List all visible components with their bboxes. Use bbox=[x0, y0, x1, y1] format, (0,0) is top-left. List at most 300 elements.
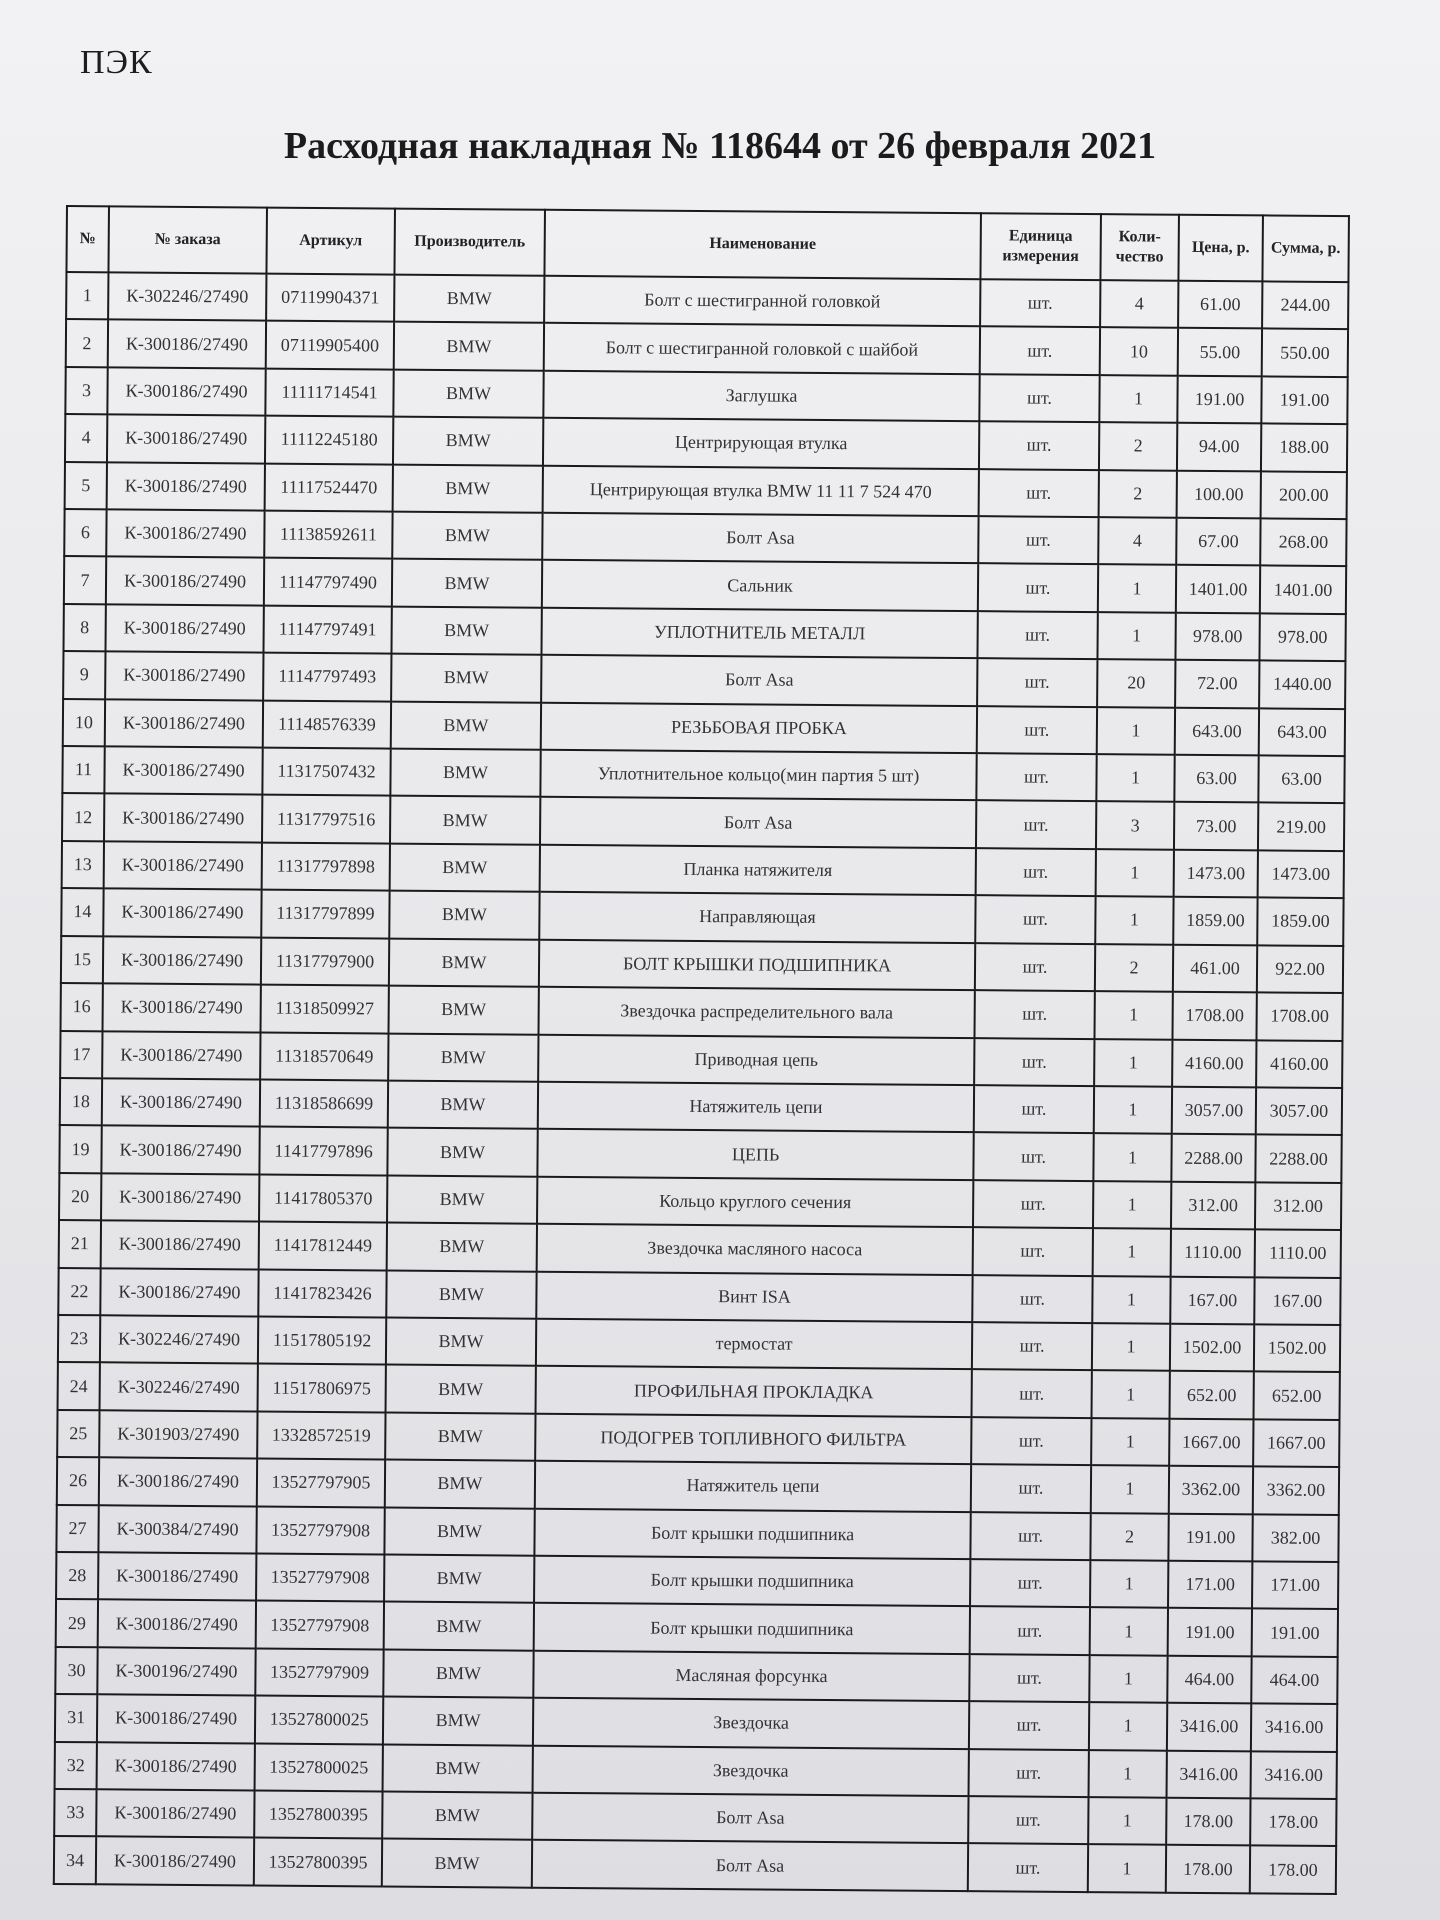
cell-order-no: К-300186/27490 bbox=[98, 1552, 256, 1601]
cell-num: 9 bbox=[63, 651, 105, 699]
cell-sum: 652.00 bbox=[1254, 1372, 1340, 1420]
cell-price: 191.00 bbox=[1168, 1513, 1252, 1561]
company-name: ПЭК bbox=[80, 44, 153, 81]
cell-article: 13527797908 bbox=[256, 1601, 384, 1649]
cell-num: 23 bbox=[58, 1315, 100, 1363]
cell-unit: шт. bbox=[976, 801, 1096, 849]
cell-num: 26 bbox=[57, 1457, 99, 1505]
cell-unit: шт. bbox=[972, 1369, 1092, 1417]
cell-item-name: Звездочка bbox=[533, 1698, 969, 1749]
cell-unit: шт. bbox=[970, 1607, 1090, 1655]
cell-price: 1401.00 bbox=[1176, 565, 1260, 613]
col-header-unit: Единица измерения bbox=[980, 213, 1101, 280]
cell-item-name: Натяжитель цепи bbox=[538, 1082, 974, 1133]
cell-article: 13328572519 bbox=[257, 1411, 385, 1459]
cell-unit: шт. bbox=[969, 1654, 1089, 1702]
col-header-manufacturer: Производитель bbox=[394, 209, 545, 276]
cell-sum: 188.00 bbox=[1261, 424, 1347, 472]
cell-order-no: К-300186/27490 bbox=[100, 1268, 258, 1317]
cell-quantity: 1 bbox=[1094, 991, 1172, 1039]
cell-unit: шт. bbox=[978, 564, 1098, 612]
cell-article: 11317797516 bbox=[262, 795, 390, 843]
cell-article: 11112245180 bbox=[265, 416, 393, 464]
cell-num: 30 bbox=[55, 1647, 97, 1695]
cell-price: 178.00 bbox=[1166, 1798, 1250, 1846]
cell-num: 15 bbox=[61, 936, 103, 984]
cell-sum: 63.00 bbox=[1258, 755, 1344, 803]
cell-price: 191.00 bbox=[1177, 376, 1261, 424]
cell-unit: шт. bbox=[969, 1749, 1089, 1797]
cell-sum: 643.00 bbox=[1259, 708, 1345, 756]
cell-item-name: Болт с шестигранной головкой bbox=[544, 276, 980, 327]
cell-num: 27 bbox=[56, 1505, 98, 1553]
cell-price: 94.00 bbox=[1177, 423, 1261, 471]
cell-manufacturer: BMW bbox=[389, 938, 539, 987]
cell-item-name: Звездочка распределительного вала bbox=[539, 987, 975, 1038]
cell-unit: шт. bbox=[977, 706, 1097, 754]
cell-order-no: К-300186/27490 bbox=[104, 841, 262, 890]
cell-unit: шт. bbox=[972, 1275, 1092, 1323]
cell-unit: шт. bbox=[977, 658, 1097, 706]
cell-unit: шт. bbox=[971, 1464, 1091, 1512]
cell-order-no: К-300186/27490 bbox=[103, 983, 261, 1032]
cell-unit: шт. bbox=[970, 1559, 1090, 1607]
cell-order-no: К-300186/27490 bbox=[102, 1031, 260, 1080]
cell-quantity: 1 bbox=[1089, 1750, 1167, 1798]
cell-quantity: 1 bbox=[1094, 1086, 1172, 1134]
cell-article: 13527800395 bbox=[254, 1838, 382, 1887]
cell-order-no: К-300186/27490 bbox=[106, 557, 264, 606]
cell-num: 7 bbox=[64, 556, 106, 604]
cell-unit: шт. bbox=[978, 516, 1098, 564]
cell-manufacturer: BMW bbox=[390, 796, 540, 845]
cell-unit: шт. bbox=[980, 327, 1100, 375]
cell-order-no: К-302246/27490 bbox=[108, 272, 266, 321]
cell-quantity: 1 bbox=[1093, 1228, 1171, 1276]
cell-item-name: Болт Asa bbox=[540, 797, 976, 848]
cell-num: 5 bbox=[65, 462, 107, 510]
cell-item-name: Приводная цепь bbox=[538, 1034, 974, 1085]
cell-num: 20 bbox=[59, 1173, 101, 1221]
cell-article: 11317797900 bbox=[261, 937, 389, 985]
cell-manufacturer: BMW bbox=[389, 986, 539, 1035]
cell-item-name: РЕЗЬБОВАЯ ПРОБКА bbox=[541, 702, 977, 753]
cell-manufacturer: BMW bbox=[390, 749, 540, 798]
cell-order-no: К-300186/27490 bbox=[97, 1742, 255, 1791]
cell-quantity: 1 bbox=[1099, 375, 1177, 423]
cell-manufacturer: BMW bbox=[392, 512, 542, 561]
cell-sum: 200.00 bbox=[1261, 471, 1347, 519]
cell-unit: шт. bbox=[970, 1512, 1090, 1560]
cell-item-name: Болт Asa bbox=[541, 655, 977, 706]
cell-sum: 312.00 bbox=[1255, 1182, 1341, 1230]
cell-sum: 3416.00 bbox=[1251, 1751, 1337, 1799]
cell-manufacturer: BMW bbox=[391, 654, 541, 703]
cell-item-name: термостат bbox=[536, 1319, 972, 1370]
cell-item-name: Звездочка bbox=[533, 1745, 969, 1796]
cell-manufacturer: BMW bbox=[386, 1365, 536, 1414]
cell-manufacturer: BMW bbox=[385, 1412, 535, 1461]
cell-manufacturer: BMW bbox=[387, 1128, 537, 1177]
cell-quantity: 1 bbox=[1090, 1607, 1168, 1655]
cell-order-no: К-300186/27490 bbox=[98, 1600, 256, 1649]
cell-order-no: К-300186/27490 bbox=[99, 1457, 257, 1506]
cell-item-name: УПЛОТНИТЕЛЬ МЕТАЛЛ bbox=[541, 608, 977, 659]
cell-quantity: 1 bbox=[1092, 1323, 1170, 1371]
cell-article: 11417823426 bbox=[258, 1269, 386, 1317]
cell-item-name: Планка натяжителя bbox=[540, 845, 976, 896]
cell-article: 11417797896 bbox=[259, 1127, 387, 1175]
cell-quantity: 1 bbox=[1089, 1702, 1167, 1750]
cell-item-name: Натяжитель цепи bbox=[535, 1461, 971, 1512]
cell-sum: 1440.00 bbox=[1259, 661, 1345, 709]
cell-article: 11417812449 bbox=[259, 1222, 387, 1270]
cell-item-name: Направляющая bbox=[539, 892, 975, 943]
cell-num: 19 bbox=[59, 1125, 101, 1173]
cell-manufacturer: BMW bbox=[393, 417, 543, 466]
cell-price: 978.00 bbox=[1175, 613, 1259, 661]
col-header-price: Цена, р. bbox=[1178, 215, 1263, 282]
cell-article: 11147797493 bbox=[263, 653, 391, 701]
cell-item-name: ПОДОГРЕВ ТОПЛИВНОГО ФИЛЬТРА bbox=[535, 1413, 971, 1464]
cell-item-name: Болт с шестигранной головкой с шайбой bbox=[544, 323, 980, 374]
cell-quantity: 1 bbox=[1091, 1418, 1169, 1466]
cell-price: 191.00 bbox=[1168, 1608, 1252, 1656]
cell-num: 12 bbox=[62, 793, 104, 841]
cell-price: 3416.00 bbox=[1167, 1703, 1251, 1751]
cell-article: 11318509927 bbox=[261, 985, 389, 1033]
cell-quantity: 20 bbox=[1097, 659, 1175, 707]
cell-item-name: Заглушка bbox=[543, 371, 979, 422]
cell-item-name: Болт Asa bbox=[532, 1840, 968, 1891]
cell-price: 1708.00 bbox=[1172, 992, 1256, 1040]
cell-article: 13527797905 bbox=[257, 1459, 385, 1507]
cell-unit: шт. bbox=[979, 469, 1099, 517]
cell-order-no: К-300186/27490 bbox=[105, 699, 263, 748]
cell-quantity: 2 bbox=[1090, 1513, 1168, 1561]
cell-num: 22 bbox=[58, 1268, 100, 1316]
cell-quantity: 1 bbox=[1096, 849, 1174, 897]
cell-price: 1502.00 bbox=[1170, 1324, 1254, 1372]
cell-sum: 550.00 bbox=[1262, 329, 1348, 377]
cell-price: 3416.00 bbox=[1167, 1750, 1251, 1798]
cell-quantity: 1 bbox=[1090, 1560, 1168, 1608]
cell-item-name: Звездочка масляного насоса bbox=[537, 1224, 973, 1275]
cell-manufacturer: BMW bbox=[389, 891, 539, 940]
cell-num: 13 bbox=[62, 841, 104, 889]
cell-price: 63.00 bbox=[1174, 755, 1258, 803]
cell-item-name: БОЛТ КРЫШКИ ПОДШИПНИКА bbox=[539, 939, 975, 990]
cell-unit: шт. bbox=[973, 1180, 1093, 1228]
cell-quantity: 1 bbox=[1097, 707, 1175, 755]
cell-item-name: Болт крышки подшипника bbox=[534, 1603, 970, 1654]
cell-manufacturer: BMW bbox=[382, 1792, 532, 1841]
cell-num: 25 bbox=[57, 1410, 99, 1458]
cell-order-no: К-300186/27490 bbox=[96, 1789, 254, 1838]
cell-quantity: 1 bbox=[1088, 1797, 1166, 1845]
cell-price: 178.00 bbox=[1166, 1845, 1250, 1893]
cell-item-name: Центрирующая втулка BMW 11 11 7 524 470 bbox=[543, 465, 979, 516]
cell-quantity: 1 bbox=[1092, 1276, 1170, 1324]
cell-order-no: К-300186/27490 bbox=[101, 1126, 259, 1175]
cell-article: 11147797490 bbox=[264, 558, 392, 606]
cell-price: 652.00 bbox=[1170, 1371, 1254, 1419]
cell-article: 07119905400 bbox=[266, 321, 394, 369]
cell-sum: 171.00 bbox=[1252, 1561, 1338, 1609]
cell-order-no: К-300186/27490 bbox=[108, 320, 266, 369]
cell-num: 17 bbox=[60, 1030, 102, 1078]
cell-article: 13527797908 bbox=[256, 1554, 384, 1602]
cell-manufacturer: BMW bbox=[394, 322, 544, 371]
cell-quantity: 4 bbox=[1098, 517, 1176, 565]
cell-num: 2 bbox=[66, 319, 108, 367]
cell-order-no: К-300384/27490 bbox=[98, 1505, 256, 1554]
cell-sum: 1473.00 bbox=[1258, 850, 1344, 898]
cell-num: 31 bbox=[55, 1694, 97, 1742]
cell-price: 2288.00 bbox=[1171, 1134, 1255, 1182]
cell-article: 13527797909 bbox=[255, 1648, 383, 1696]
cell-item-name: Центрирующая втулка bbox=[543, 418, 979, 469]
cell-quantity: 2 bbox=[1099, 422, 1177, 470]
col-header-sum: Сумма, р. bbox=[1262, 215, 1349, 282]
col-header-quantity: Коли-чество bbox=[1100, 214, 1179, 281]
cell-order-no: К-300186/27490 bbox=[101, 1173, 259, 1222]
cell-sum: 191.00 bbox=[1261, 376, 1347, 424]
cell-sum: 244.00 bbox=[1262, 281, 1348, 329]
cell-item-name: ПРОФИЛЬНАЯ ПРОКЛАДКА bbox=[536, 1366, 972, 1417]
cell-manufacturer: BMW bbox=[393, 464, 543, 513]
cell-unit: шт. bbox=[979, 421, 1099, 469]
cell-order-no: К-300196/27490 bbox=[97, 1647, 255, 1696]
cell-price: 1667.00 bbox=[1169, 1418, 1253, 1466]
cell-article: 11117524470 bbox=[265, 463, 393, 511]
cell-num: 32 bbox=[55, 1742, 97, 1790]
cell-sum: 1502.00 bbox=[1254, 1324, 1340, 1372]
cell-article: 11111714541 bbox=[265, 368, 393, 416]
cell-article: 11148576339 bbox=[263, 700, 391, 748]
cell-unit: шт. bbox=[975, 895, 1095, 943]
cell-article: 11517805192 bbox=[258, 1316, 386, 1364]
cell-quantity: 3 bbox=[1096, 802, 1174, 850]
cell-article: 13527797908 bbox=[256, 1506, 384, 1554]
cell-quantity: 2 bbox=[1099, 470, 1177, 518]
col-header-num: № bbox=[66, 206, 109, 272]
cell-manufacturer: BMW bbox=[388, 1033, 538, 1082]
cell-num: 34 bbox=[54, 1836, 96, 1884]
cell-num: 33 bbox=[54, 1789, 96, 1837]
cell-sum: 4160.00 bbox=[1256, 1040, 1342, 1088]
cell-quantity: 1 bbox=[1093, 1133, 1171, 1181]
cell-num: 24 bbox=[58, 1362, 100, 1410]
cell-order-no: К-300186/27490 bbox=[97, 1694, 255, 1743]
cell-sum: 1708.00 bbox=[1256, 992, 1342, 1040]
col-header-name: Наименование bbox=[544, 210, 981, 279]
cell-price: 171.00 bbox=[1168, 1561, 1252, 1609]
cell-num: 8 bbox=[63, 604, 105, 652]
cell-order-no: К-302246/27490 bbox=[100, 1363, 258, 1412]
cell-article: 11318586699 bbox=[260, 1079, 388, 1127]
cell-unit: шт. bbox=[968, 1844, 1088, 1893]
cell-quantity: 1 bbox=[1097, 612, 1175, 660]
cell-manufacturer: BMW bbox=[392, 559, 542, 608]
cell-price: 167.00 bbox=[1170, 1276, 1254, 1324]
cell-price: 3362.00 bbox=[1169, 1466, 1253, 1514]
cell-price: 461.00 bbox=[1173, 944, 1257, 992]
cell-price: 72.00 bbox=[1175, 660, 1259, 708]
cell-manufacturer: BMW bbox=[387, 1175, 537, 1224]
cell-order-no: К-301903/27490 bbox=[99, 1410, 257, 1459]
cell-sum: 268.00 bbox=[1260, 518, 1346, 566]
cell-manufacturer: BMW bbox=[391, 606, 541, 655]
cell-manufacturer: BMW bbox=[394, 275, 544, 324]
cell-price: 3057.00 bbox=[1172, 1087, 1256, 1135]
cell-price: 55.00 bbox=[1178, 328, 1262, 376]
cell-unit: шт. bbox=[980, 279, 1100, 327]
cell-sum: 464.00 bbox=[1251, 1656, 1337, 1704]
cell-sum: 1859.00 bbox=[1257, 898, 1343, 946]
cell-price: 67.00 bbox=[1176, 518, 1260, 566]
table-header-row bbox=[66, 206, 1348, 282]
cell-order-no: К-300186/27490 bbox=[104, 794, 262, 843]
cell-quantity: 1 bbox=[1098, 565, 1176, 613]
cell-manufacturer: BMW bbox=[384, 1602, 534, 1651]
cell-manufacturer: BMW bbox=[384, 1507, 534, 1556]
cell-quantity: 2 bbox=[1095, 944, 1173, 992]
cell-order-no: К-300186/27490 bbox=[102, 1078, 260, 1127]
cell-price: 100.00 bbox=[1177, 470, 1261, 518]
cell-article: 07119904371 bbox=[266, 274, 394, 322]
cell-order-no: К-300186/27490 bbox=[107, 462, 265, 511]
cell-unit: шт. bbox=[969, 1701, 1089, 1749]
cell-manufacturer: BMW bbox=[383, 1697, 533, 1746]
table-row bbox=[54, 1836, 1336, 1894]
cell-manufacturer: BMW bbox=[391, 701, 541, 750]
cell-num: 1 bbox=[66, 272, 108, 320]
cell-article: 11517806975 bbox=[258, 1364, 386, 1412]
cell-order-no: К-300186/27490 bbox=[101, 1220, 259, 1269]
cell-price: 73.00 bbox=[1174, 802, 1258, 850]
cell-sum: 978.00 bbox=[1259, 613, 1345, 661]
cell-price: 1473.00 bbox=[1174, 850, 1258, 898]
cell-unit: шт. bbox=[975, 943, 1095, 991]
cell-article: 13527800025 bbox=[255, 1696, 383, 1744]
cell-price: 464.00 bbox=[1167, 1655, 1251, 1703]
cell-unit: шт. bbox=[976, 753, 1096, 801]
cell-sum: 922.00 bbox=[1257, 945, 1343, 993]
cell-manufacturer: BMW bbox=[384, 1555, 534, 1604]
cell-article: 11417805370 bbox=[259, 1174, 387, 1222]
cell-article: 11318570649 bbox=[260, 1032, 388, 1080]
cell-num: 4 bbox=[65, 414, 107, 462]
cell-manufacturer: BMW bbox=[385, 1460, 535, 1509]
cell-unit: шт. bbox=[968, 1796, 1088, 1844]
cell-unit: шт. bbox=[974, 990, 1094, 1038]
cell-article: 11317507432 bbox=[262, 748, 390, 796]
cell-item-name: Уплотнительное кольцо(мин партия 5 шт) bbox=[540, 750, 976, 801]
cell-order-no: К-300186/27490 bbox=[104, 746, 262, 795]
cell-unit: шт. bbox=[973, 1227, 1093, 1275]
cell-price: 4160.00 bbox=[1172, 1039, 1256, 1087]
cell-num: 6 bbox=[64, 509, 106, 557]
invoice-table bbox=[53, 205, 1350, 1895]
cell-manufacturer: BMW bbox=[386, 1270, 536, 1319]
cell-num: 29 bbox=[56, 1599, 98, 1647]
cell-manufacturer: BMW bbox=[393, 369, 543, 418]
cell-order-no: К-300186/27490 bbox=[96, 1837, 254, 1886]
cell-unit: шт. bbox=[977, 611, 1097, 659]
cell-order-no: К-300186/27490 bbox=[107, 415, 265, 464]
cell-order-no: К-300186/27490 bbox=[107, 367, 265, 416]
cell-manufacturer: BMW bbox=[383, 1649, 533, 1698]
cell-sum: 3362.00 bbox=[1253, 1467, 1339, 1515]
cell-article: 11317797899 bbox=[261, 890, 389, 938]
cell-quantity: 10 bbox=[1100, 328, 1178, 376]
cell-sum: 3416.00 bbox=[1251, 1704, 1337, 1752]
cell-manufacturer: BMW bbox=[382, 1839, 532, 1888]
cell-price: 1110.00 bbox=[1171, 1229, 1255, 1277]
cell-manufacturer: BMW bbox=[386, 1317, 536, 1366]
cell-num: 11 bbox=[62, 746, 104, 794]
cell-quantity: 1 bbox=[1091, 1465, 1169, 1513]
cell-item-name: Винт ISA bbox=[536, 1271, 972, 1322]
cell-order-no: К-300186/27490 bbox=[106, 509, 264, 558]
cell-article: 11147797491 bbox=[263, 605, 391, 653]
cell-sum: 178.00 bbox=[1250, 1798, 1336, 1846]
cell-order-no: К-300186/27490 bbox=[105, 604, 263, 653]
cell-order-no: К-300186/27490 bbox=[103, 889, 261, 938]
cell-price: 61.00 bbox=[1178, 281, 1262, 329]
cell-quantity: 1 bbox=[1089, 1655, 1167, 1703]
cell-order-no: К-300186/27490 bbox=[105, 652, 263, 701]
cell-num: 14 bbox=[61, 888, 103, 936]
cell-unit: шт. bbox=[971, 1417, 1091, 1465]
cell-article: 11317797898 bbox=[262, 842, 390, 890]
cell-unit: шт. bbox=[973, 1132, 1093, 1180]
cell-sum: 167.00 bbox=[1254, 1277, 1340, 1325]
cell-price: 1859.00 bbox=[1173, 897, 1257, 945]
cell-sum: 2288.00 bbox=[1255, 1135, 1341, 1183]
col-header-order: № заказа bbox=[108, 206, 267, 273]
cell-item-name: Болт Asa bbox=[532, 1793, 968, 1844]
cell-item-name: Болт крышки подшипника bbox=[534, 1556, 970, 1607]
cell-unit: шт. bbox=[974, 1085, 1094, 1133]
cell-num: 21 bbox=[59, 1220, 101, 1268]
cell-item-name: Болт Asa bbox=[542, 513, 978, 564]
cell-item-name: Сальник bbox=[542, 560, 978, 611]
cell-item-name: Болт крышки подшипника bbox=[534, 1508, 970, 1559]
cell-order-no: К-300186/27490 bbox=[103, 936, 261, 985]
cell-article: 13527800395 bbox=[254, 1791, 382, 1839]
cell-item-name: Масляная форсунка bbox=[533, 1650, 969, 1701]
cell-article: 11138592611 bbox=[264, 511, 392, 559]
cell-order-no: К-302246/27490 bbox=[100, 1315, 258, 1364]
cell-sum: 1110.00 bbox=[1255, 1229, 1341, 1277]
cell-price: 312.00 bbox=[1171, 1181, 1255, 1229]
cell-sum: 178.00 bbox=[1250, 1846, 1336, 1894]
cell-manufacturer: BMW bbox=[383, 1744, 533, 1793]
cell-manufacturer: BMW bbox=[388, 1080, 538, 1129]
cell-item-name: ЦЕПЬ bbox=[537, 1129, 973, 1180]
cell-price: 643.00 bbox=[1175, 707, 1259, 755]
cell-article: 13527800025 bbox=[255, 1743, 383, 1791]
cell-sum: 219.00 bbox=[1258, 803, 1344, 851]
cell-unit: шт. bbox=[972, 1322, 1092, 1370]
cell-unit: шт. bbox=[976, 848, 1096, 896]
cell-sum: 191.00 bbox=[1252, 1609, 1338, 1657]
cell-num: 16 bbox=[61, 983, 103, 1031]
cell-sum: 382.00 bbox=[1252, 1514, 1338, 1562]
cell-num: 10 bbox=[63, 699, 105, 747]
